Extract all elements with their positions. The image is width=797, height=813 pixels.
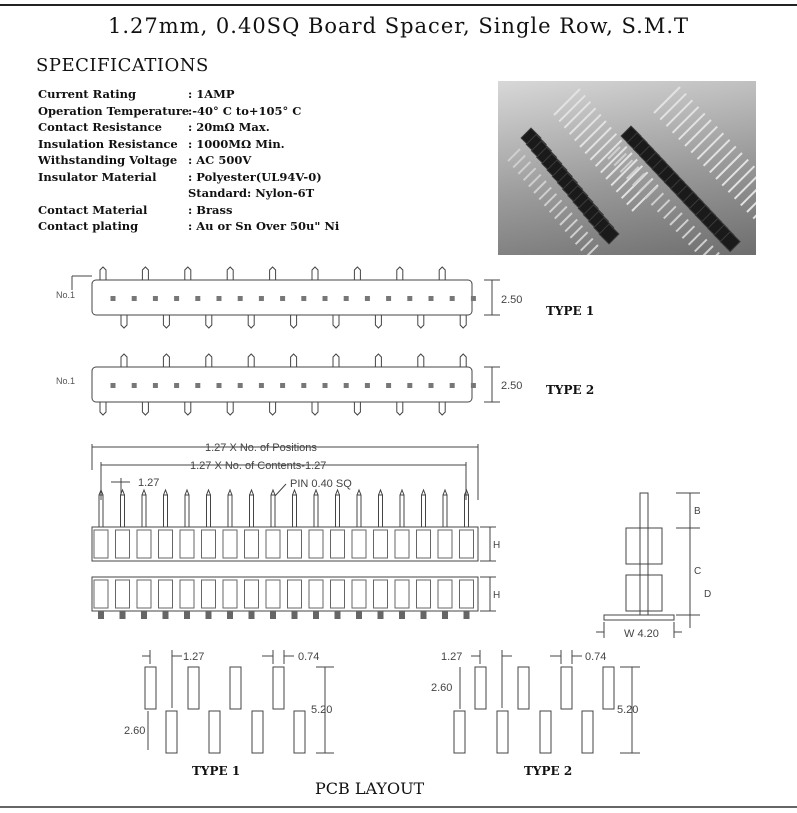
solder-tail (184, 611, 190, 619)
housing-cell (94, 530, 108, 558)
solder-tail (227, 611, 233, 619)
housing-cell (266, 530, 280, 558)
housing-cell (266, 580, 280, 608)
pin-square (280, 383, 285, 388)
solder-tail (378, 611, 384, 619)
solder-tail (442, 611, 448, 619)
pin-square (217, 296, 222, 301)
pin-square (323, 383, 328, 388)
pin-tab-top (375, 354, 381, 367)
solder-tail (421, 611, 427, 619)
housing-cell (352, 530, 366, 558)
pin-square (365, 383, 370, 388)
pin-tip (293, 490, 297, 495)
pcb1-height: 5.20 (311, 704, 333, 716)
pcb-layout-type1 (142, 650, 334, 753)
housing-cell (417, 580, 431, 608)
pin-square (174, 296, 179, 301)
housing-cell (180, 580, 194, 608)
pin-tip (443, 490, 447, 495)
pin-tab-top (312, 267, 318, 280)
contact-pin (185, 495, 189, 527)
contact-pin (271, 495, 275, 527)
housing-cell (331, 580, 345, 608)
pin-tip (228, 490, 232, 495)
housing-cell (223, 580, 237, 608)
housing-cell (417, 530, 431, 558)
pin-tab-top (354, 267, 360, 280)
solder-tail (163, 611, 169, 619)
housing-cell (159, 530, 173, 558)
solder-tail (399, 611, 405, 619)
housing-cell (288, 530, 302, 558)
pcb1-offset: 2.60 (124, 725, 146, 737)
spec-value: :-40° C to+105° C (188, 103, 302, 118)
pin-tab-top (333, 354, 339, 367)
spec-value: : 1000MΩ Min. (188, 136, 285, 151)
spec-value: : Au or Sn Over 50u" Ni (188, 219, 340, 233)
pin-tab-top (206, 354, 212, 367)
contact-pin (422, 495, 426, 527)
pin-tip (207, 490, 211, 495)
bottom-rule (0, 806, 797, 808)
pin-square (323, 296, 328, 301)
pcb2-offset: 2.60 (431, 682, 453, 694)
page-title: 1.27mm, 0.40SQ Board Spacer, Single Row, S.M.T (107, 14, 690, 38)
pin-square (259, 383, 264, 388)
contact-pin (379, 495, 383, 527)
pcb-layout-type2 (454, 650, 640, 753)
spec-label: Contact plating (38, 219, 139, 233)
housing-cell (202, 580, 216, 608)
pin-square (407, 296, 412, 301)
pin-tab-bottom (418, 315, 424, 328)
spec-label: Contact Material (38, 202, 148, 217)
solder-tail (249, 611, 255, 619)
pin-square (344, 296, 349, 301)
pin-tab-top (227, 267, 233, 280)
pin-tip (185, 490, 189, 495)
contact-pin (228, 495, 232, 527)
pin-tip (142, 490, 146, 495)
housing-cell (374, 530, 388, 558)
pin-tab-bottom (460, 315, 466, 328)
pin-square (365, 296, 370, 301)
solder-tail (335, 611, 341, 619)
pin-square (217, 383, 222, 388)
pin-tab-top (185, 267, 191, 280)
pin-tab-bottom (185, 402, 191, 415)
pin-square (471, 296, 476, 301)
pitch-dim: 1.27 (138, 477, 160, 489)
pin-tab-bottom (206, 315, 212, 328)
pin-square (259, 296, 264, 301)
pcb2-height: 5.20 (617, 704, 639, 716)
contact-pin (207, 495, 211, 527)
housing-cell (352, 580, 366, 608)
housing-cell (331, 530, 345, 558)
pin-tip (314, 490, 318, 495)
pin-tab-bottom (291, 315, 297, 328)
spec-label: Withstanding Voltage (38, 153, 178, 167)
pin-tab-top (163, 354, 169, 367)
dim-contents: 1.27 X No. of Contents-1.27 (190, 460, 327, 472)
pin-square (195, 383, 200, 388)
pin-tab-bottom (163, 315, 169, 328)
solder-tail (98, 611, 104, 619)
height-h-upper: H (493, 540, 501, 551)
side-view (596, 493, 700, 638)
housing-cell (374, 580, 388, 608)
pcb-type2-label: TYPE 2 (524, 764, 573, 778)
contact-pin (336, 495, 340, 527)
pin-tab-bottom (227, 402, 233, 415)
pin-square (238, 296, 243, 301)
housing-cell (245, 580, 259, 608)
contact-pin (293, 495, 297, 527)
specifications-heading: SPECIFICATIONS (36, 55, 209, 76)
housing-cell (438, 530, 452, 558)
pin-square (429, 383, 434, 388)
type2-top-view (92, 354, 500, 415)
pin-square (301, 296, 306, 301)
pin-tab-top (100, 267, 106, 280)
pin-tab-top (142, 267, 148, 280)
pin-tip (357, 490, 361, 495)
type2-label: TYPE 2 (546, 383, 595, 397)
housing-cell (223, 530, 237, 558)
pcb-type1-label: TYPE 1 (192, 764, 241, 778)
pin-square (111, 383, 116, 388)
type1-pin1-label: No.1 (56, 290, 76, 300)
pin-tab-bottom (333, 315, 339, 328)
pin-tip (271, 490, 275, 495)
pin-tab-top (248, 354, 254, 367)
contact-pin (250, 495, 254, 527)
side-dim-d: D (704, 589, 712, 600)
contact-pin (142, 495, 146, 527)
housing-cell (180, 530, 194, 558)
pin-tip (400, 490, 404, 495)
solder-tail (206, 611, 212, 619)
spec-label: Current Rating (38, 87, 136, 101)
housing-cell (395, 580, 409, 608)
housing-cell (202, 530, 216, 558)
spec-label: Insulator Material (38, 169, 157, 184)
pin-tab-top (418, 354, 424, 367)
pin-square (153, 383, 158, 388)
pin-square (153, 296, 158, 301)
solder-tail (464, 611, 470, 619)
type1-height-dim: 2.50 (501, 294, 523, 306)
spec-value: : Polyester(UL94V-0) (188, 169, 322, 184)
pin-square (280, 296, 285, 301)
side-dim-c: C (694, 566, 702, 577)
pcb2-width: 0.74 (585, 651, 607, 663)
pin-tab-top (121, 354, 127, 367)
pin-tab-bottom (439, 402, 445, 415)
pin-tab-bottom (142, 402, 148, 415)
contact-pin (314, 495, 318, 527)
pin-square (344, 383, 349, 388)
housing-cell (460, 580, 474, 608)
spec-value: : 20mΩ Max. (188, 120, 270, 134)
pcb1-width: 0.74 (298, 651, 320, 663)
dim-positions: 1.27 X No. of Positions (205, 442, 317, 454)
height-h-lower: H (493, 590, 501, 601)
pcb1-pitch: 1.27 (183, 651, 205, 663)
pin-tab-bottom (354, 402, 360, 415)
pcb2-pitch: 1.27 (441, 651, 463, 663)
housing-cell (245, 530, 259, 558)
pin-tip (336, 490, 340, 495)
housing-cell (137, 580, 151, 608)
solder-tail (270, 611, 276, 619)
solder-tail (141, 611, 147, 619)
pin-tab-bottom (312, 402, 318, 415)
pcb-layout-caption: PCB LAYOUT (315, 779, 425, 798)
pin-tab-top (397, 267, 403, 280)
solder-tail (313, 611, 319, 619)
spec-value: : Brass (188, 202, 233, 217)
pin-tab-bottom (397, 402, 403, 415)
contact-pin (443, 495, 447, 527)
pin-square (429, 296, 434, 301)
housing-cell (94, 580, 108, 608)
contact-pin (121, 495, 125, 527)
pin-square (450, 383, 455, 388)
housing-cell (116, 530, 130, 558)
pin-square (238, 383, 243, 388)
pin-size-label: PIN 0.40 SQ (290, 478, 352, 490)
pin-tip (422, 490, 426, 495)
pin-square (174, 383, 179, 388)
spec-value: Standard: Nylon-6T (188, 186, 315, 200)
pin-tip (379, 490, 383, 495)
spec-label: Operation Temperature (38, 103, 190, 118)
pin-tip (164, 490, 168, 495)
pin-square (111, 296, 116, 301)
pin-square (301, 383, 306, 388)
housing-cell (159, 580, 173, 608)
pin-tab-bottom (375, 315, 381, 328)
pin-square (132, 296, 137, 301)
housing-cell (116, 580, 130, 608)
pin-tab-top (270, 267, 276, 280)
pin-square (407, 383, 412, 388)
type2-pin1-label: No.1 (56, 376, 76, 386)
type2-height-dim: 2.50 (501, 380, 523, 392)
pin-square (386, 383, 391, 388)
pin-square (386, 296, 391, 301)
pin-tab-bottom (248, 315, 254, 328)
housing-cell (309, 580, 323, 608)
contact-pin (357, 495, 361, 527)
contact-pin (400, 495, 404, 527)
type1-label: TYPE 1 (546, 304, 595, 318)
housing-cell (309, 530, 323, 558)
solder-tail (292, 611, 298, 619)
housing-cell (438, 580, 452, 608)
type1-top-view (72, 267, 500, 328)
pin-tab-top (291, 354, 297, 367)
spec-value: : AC 500V (188, 153, 252, 167)
pin-tab-bottom (100, 402, 106, 415)
spec-label: Contact Resistance (38, 120, 162, 134)
pin-square (471, 383, 476, 388)
side-dim-w: W 4.20 (624, 628, 659, 640)
pin-square (195, 296, 200, 301)
pin-square (132, 383, 137, 388)
pin-square (450, 296, 455, 301)
spec-label: Insulation Resistance (38, 136, 178, 151)
housing-cell (137, 530, 151, 558)
pin-tip (250, 490, 254, 495)
housing-cell (460, 530, 474, 558)
spec-value: : 1AMP (188, 87, 235, 101)
contact-pin (164, 495, 168, 527)
pin-tab-top (460, 354, 466, 367)
side-dim-b: B (694, 506, 701, 517)
pin-tab-bottom (270, 402, 276, 415)
housing-cell (288, 580, 302, 608)
pin-tab-bottom (121, 315, 127, 328)
solder-tail (356, 611, 362, 619)
housing-cell (395, 530, 409, 558)
pin-tab-top (439, 267, 445, 280)
solder-tail (120, 611, 126, 619)
